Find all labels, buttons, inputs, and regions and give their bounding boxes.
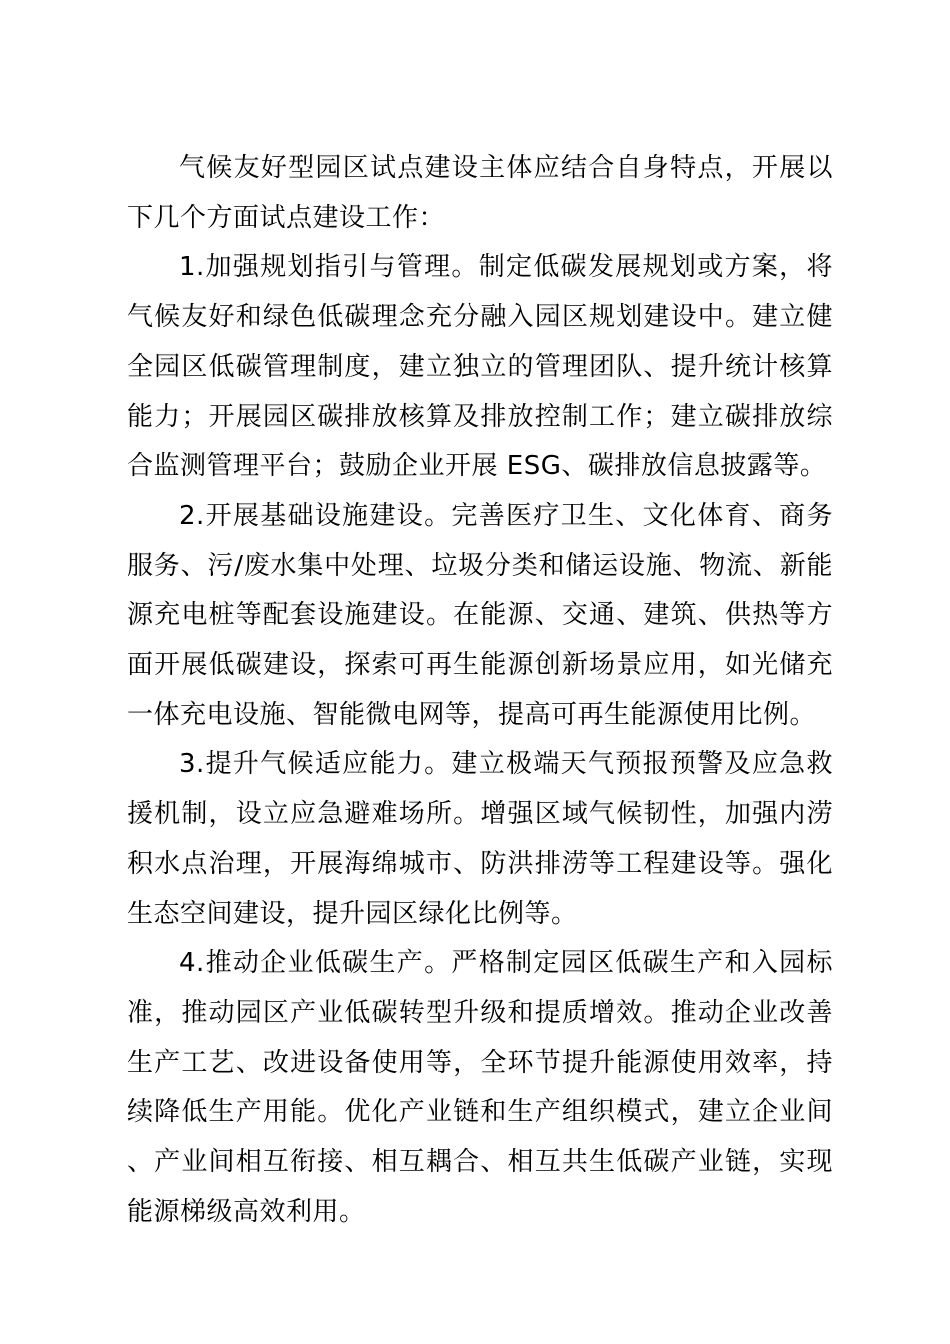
paragraph-infrastructure: 2.开展基础设施建设。完善医疗卫生、文化体育、商务服务、污/废水集中处理、垃圾分类和储运设施、物流、新能源充电桩等配套设施建设。在能源、交通、建筑、供热等方面开展低碳建设，探索可再生能源创新场景应用，如光储充一体充电设施、智能微电网等，提高可再生能源使用比例。 xyxy=(127,500,833,730)
paragraph-low-carbon-production: 4.推动企业低碳生产。严格制定园区低碳生产和入园标准，推动园区产业低碳转型升级和提质增效。推动企业改善生产工艺、改进设备使用等，全环节提升能源使用效率，持续降低生产用能。优化产业链和生产组织模式，建立企业间、产业间相互衔接、相互耦合、相互共生低碳产业链，实现能源梯级高效利用。 xyxy=(127,948,833,1227)
document-body xyxy=(127,144,833,1237)
paragraph-planning-management: 1.加强规划指引与管理。制定低碳发展规划或方案，将气候友好和绿色低碳理念充分融入园区规划建设中。建立健全园区低碳管理制度，建立独立的管理团队、提升统计核算能力；开展园区碳排放核算及排放控制工作；建立碳排放综合监测管理平台；鼓励企业开展 ESG、碳排放信息披露等。 xyxy=(127,252,833,482)
intro-paragraph: 气候友好型园区试点建设主体应结合自身特点，开展以下几个方面试点建设工作： xyxy=(127,153,833,233)
paragraph-climate-adaptation: 3.提升气候适应能力。建立极端天气预报预警及应急救援机制，设立应急避难场所。增强区域气候韧性，加强内涝积水点治理，开展海绵城市、防洪排涝等工程建设等。强化生态空间建设，提升园区绿化比例等。 xyxy=(127,749,833,929)
